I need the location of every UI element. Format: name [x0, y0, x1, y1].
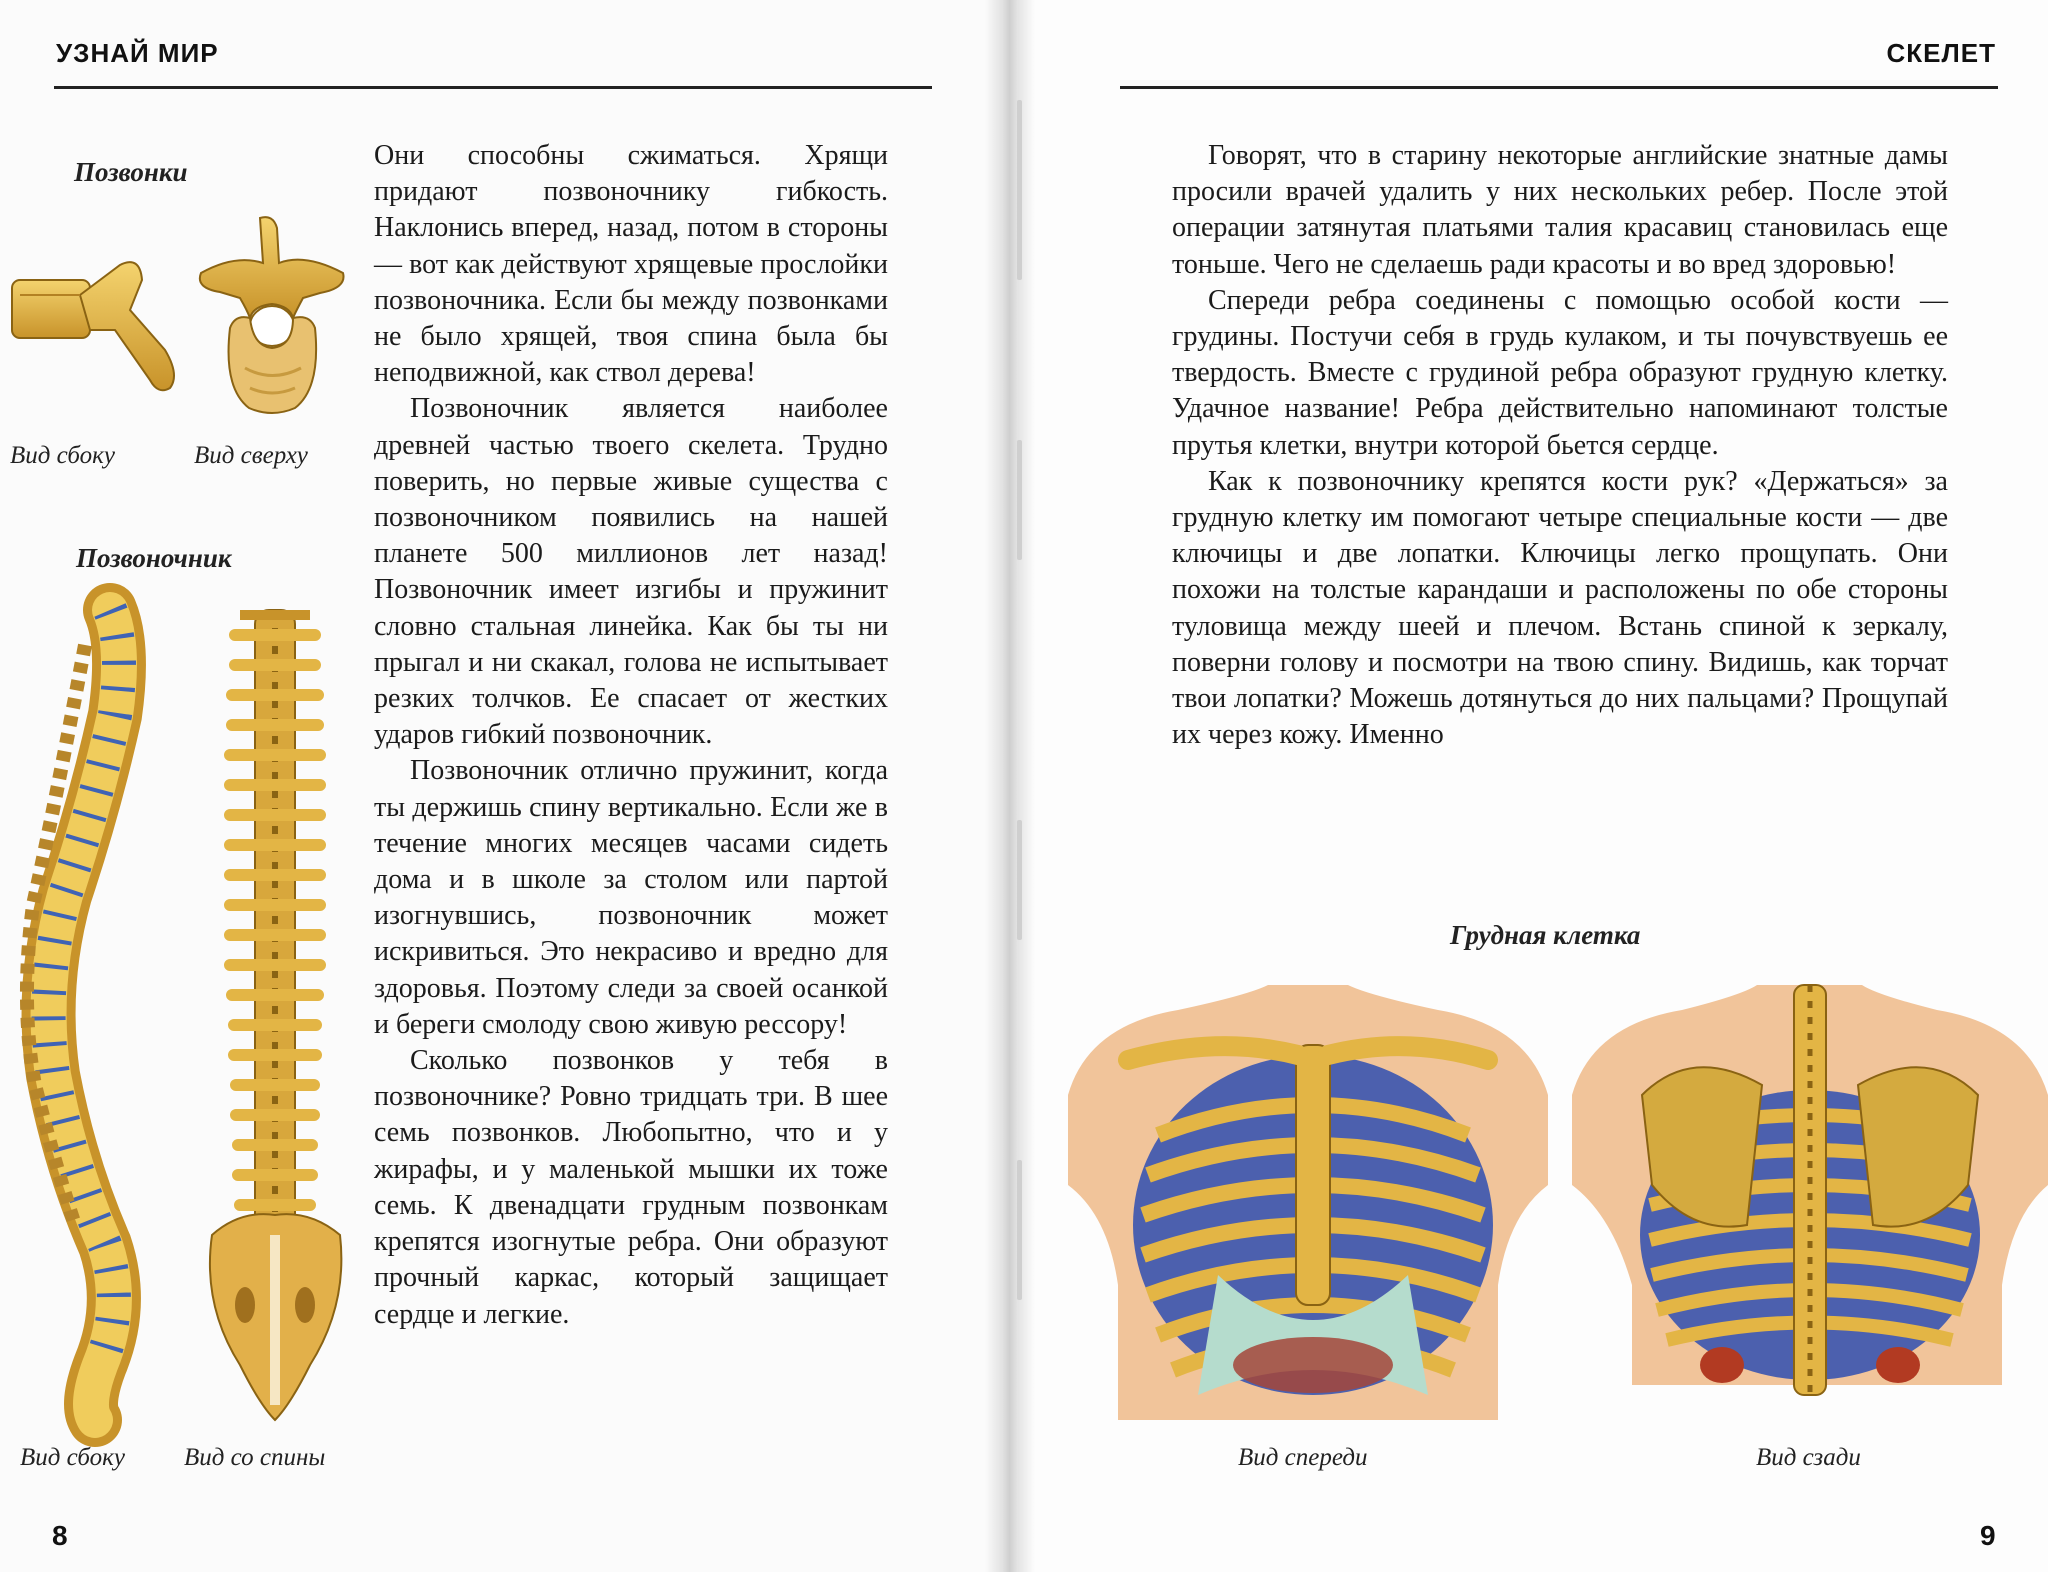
vertebra-side-caption: Вид сбоку: [10, 442, 115, 469]
binding-stitch: [1017, 820, 1022, 940]
paragraph: Сколько позвонков у тебя в позвоночнике? Ровно тридцать три. В шее семь позвонков. Любопытно, что и у жирафы, и у маленькой мышки их тоже семь. К двенадцати грудным позвонкам крепятся изогнутые ребра. Они образуют прочный каркас, который защищает сердце и легкие.: [374, 1045, 888, 1330]
left-body-text: [374, 138, 888, 1333]
vertebra-side-illustration: [10, 240, 200, 400]
spine-figure-title: Позвоночник: [76, 543, 232, 573]
vertebrae-figure-title: Позвонки: [74, 157, 188, 187]
spine-side-illustration: [15, 605, 165, 1425]
right-body-text: [1172, 138, 1948, 753]
binding-stitch: [1017, 100, 1022, 280]
paragraph: Они способны сжиматься. Хрящи придают позвоночнику гибкость. Наклонись вперед, назад, потом в стороны — вот как действуют хрящевые прослойки позвоночника. Если бы между позвонками не было хрящей, твоя спина была бы неподвижной, как ствол дерева!: [374, 140, 888, 389]
header-rule-left: [54, 86, 932, 89]
paragraph: Спереди ребра соединены с помощью особой кости — грудины. Постучи себя в грудь кулаком, и ты почувствуешь ее твердость. Вместе с грудиной ребра образуют грудную клетку. Удачное название! Ребра действительно напоминают толстые прутья клетки, внутри которой бьется сердце.: [1172, 284, 1948, 461]
page-number-left: 8: [52, 1520, 68, 1551]
spine-side-caption: Вид сбоку: [20, 1444, 125, 1471]
header-rule-right: [1120, 86, 1998, 89]
paragraph: Позвоночник является наиболее древней частью твоего скелета. Трудно поверить, но первые живые существа с позвоночником появились на нашей планете 500 миллионов лет назад! Позвоночник имеет изгибы и пружинит словно стальная линейка. Как бы ты ни прыгал и ни скакал, голова не испытывает резких толчков. Ее спасает от жестких ударов гибкий позвоночник.: [374, 393, 888, 751]
page-number-right: 9: [1980, 1520, 1996, 1551]
vertebra-top-caption: Вид сверху: [194, 442, 308, 469]
spine-back-illustration: [200, 605, 350, 1425]
vertebra-top-illustration: [195, 218, 350, 418]
binding-stitch: [1017, 440, 1022, 560]
paragraph: Говорят, что в старину некоторые английские знатные дамы просили врачей удалить у них нескольких ребер. После этой операции затянутая платьями талия красавиц становилась еще тоньше. Чего не сделаешь ради красоты и во вред здоровью!: [1172, 140, 1948, 280]
ribcage-front-illustration: [1068, 985, 1548, 1420]
ribcage-front-caption: Вид спереди: [1238, 1444, 1368, 1471]
ribcage-back-illustration: [1572, 985, 2048, 1420]
ribcage-figure-title: Грудная клетка: [1450, 920, 1641, 950]
ribcage-back-caption: Вид сзади: [1756, 1444, 1861, 1471]
spine-back-caption: Вид со спины: [184, 1444, 326, 1471]
running-head-left: УЗНАЙ МИР: [56, 38, 219, 68]
binding-stitch: [1017, 1160, 1022, 1300]
paragraph: Позвоночник отлично пружинит, когда ты держишь спину вертикально. Если же в течение многих месяцев часами сидеть дома и в школе за столом или партой изогнувшись, позвоночник может искривиться. Это некрасиво и вредно для здоровья. Поэтому следи за своей осанкой и береги смолоду свою живую рессору!: [374, 755, 888, 1040]
paragraph: Как к позвоночнику крепятся кости рук? «Держаться» за грудную клетку им помогают четыре специальные кости — две ключицы и две лопатки. Ключицы легко прощупать. Они похожи на толстые карандаши и расположены по обе стороны туловища между шеей и плечом. Встань спиной к зеркалу, поверни голову и посмотри на твою спину. Видишь, как торчат твои лопатки? Можешь дотянуться до них пальцами? Прощупай их через кожу. Именно: [1172, 465, 1948, 751]
running-head-right: СКЕЛЕТ: [1886, 38, 1996, 68]
book-gutter: [985, 0, 1035, 1572]
